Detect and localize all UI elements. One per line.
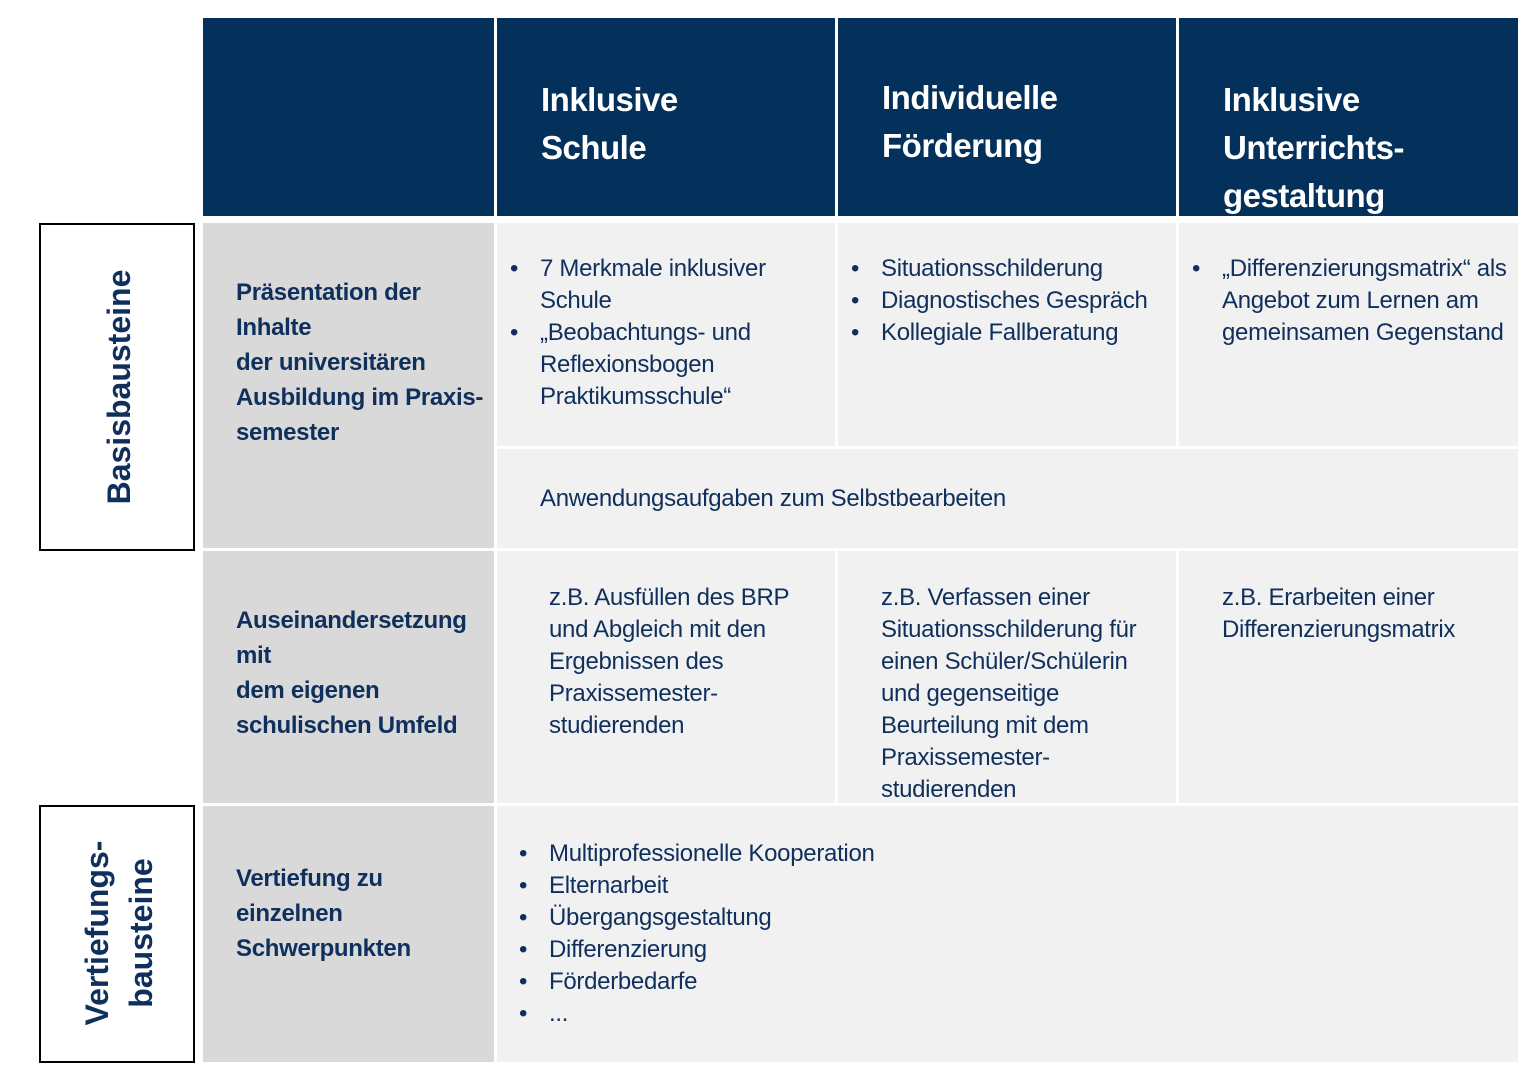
header-line: Individuelle bbox=[882, 79, 1058, 116]
header-empty-cell bbox=[203, 18, 494, 216]
row-label-auseinandersetzung bbox=[203, 551, 494, 803]
list-item: • ... bbox=[519, 998, 1119, 1030]
anwendungsaufgaben-text: Anwendungsaufgaben zum Selbstbearbeiten bbox=[540, 485, 1006, 512]
cell-auseinandersetzung-foerderung bbox=[838, 551, 1176, 803]
vertiefungsbausteine-box bbox=[39, 805, 195, 1063]
list-item: • Situationsschilderung bbox=[851, 253, 1161, 285]
cell-text: z.B. Verfassen einer Situationsschilderung für einen Schüler/Schülerin und gegenseitige Beurteilung mit dem Praxissemester-studierenden bbox=[881, 584, 1137, 803]
cell-text: z.B. Ausfüllen des BRP und Abgleich mit den Ergebnissen des Praxissemester-studierenden bbox=[549, 584, 789, 739]
basisbausteine-label: Basisbausteine bbox=[101, 269, 137, 505]
cell-praesentation-foerderung bbox=[838, 223, 1176, 446]
header-line: Unterrichts- bbox=[1223, 129, 1405, 166]
cell-text: z.B. Erarbeiten einer Differenzierungsmatrix bbox=[1222, 584, 1456, 643]
vertiefungsbausteine-line: bausteine bbox=[123, 858, 159, 1008]
list-item: • Multiprofessionelle Kooperation bbox=[519, 838, 1119, 870]
row-label-line: Ausbildung im Praxis- bbox=[236, 384, 484, 411]
list-item: • Elternarbeit bbox=[519, 870, 1119, 902]
row-label-line: dem eigenen bbox=[236, 677, 380, 704]
cell-auseinandersetzung-schule bbox=[497, 551, 835, 803]
header-inklusive-unterrichtsgestaltung bbox=[1179, 18, 1518, 216]
row-label-line: semester bbox=[236, 419, 340, 446]
header-individuelle-foerderung bbox=[838, 18, 1176, 216]
cell-anwendungsaufgaben bbox=[497, 449, 1518, 548]
list-item: • 7 Merkmale inklusiver Schule bbox=[510, 253, 800, 317]
list-item: • „Beobachtungs- und Reflexionsbogen Praktikumsschule“ bbox=[510, 317, 800, 413]
list-item: • Kollegiale Fallberatung bbox=[851, 317, 1161, 349]
header-line: Schule bbox=[541, 129, 647, 166]
cell-auseinandersetzung-unterricht bbox=[1179, 551, 1518, 803]
list-item: • Differenzierung bbox=[519, 934, 1119, 966]
header-line: Inklusive bbox=[541, 81, 678, 118]
cell-vertiefung-themen bbox=[497, 806, 1518, 1062]
header-line: Förderung bbox=[882, 127, 1043, 164]
row-label-praesentation bbox=[203, 223, 494, 548]
vertiefungsbausteine-line: Vertiefungs- bbox=[79, 840, 115, 1026]
list-item: • „Differenzierungsmatrix“ als Angebot zum Lernen am gemeinsamen Gegenstand bbox=[1192, 253, 1510, 349]
header-line: Inklusive bbox=[1223, 81, 1360, 118]
vertiefungsbausteine-label bbox=[75, 783, 163, 1083]
cell-praesentation-unterricht bbox=[1179, 223, 1518, 446]
row-label-line: Auseinandersetzung mit bbox=[236, 607, 467, 669]
list-item: • Übergangsgestaltung bbox=[519, 902, 1119, 934]
list-item: • Förderbedarfe bbox=[519, 966, 1119, 998]
basisbausteine-box bbox=[39, 223, 195, 551]
row-label-line: Schwerpunkten bbox=[236, 935, 411, 962]
header-inklusive-schule bbox=[497, 18, 835, 216]
cell-praesentation-schule bbox=[497, 223, 835, 446]
row-label-line: Präsentation der Inhalte bbox=[236, 279, 421, 341]
row-label-line: Vertiefung zu einzelnen bbox=[236, 865, 383, 927]
row-label-line: schulischen Umfeld bbox=[236, 712, 458, 739]
header-line: gestaltung bbox=[1223, 177, 1385, 214]
row-label-line: der universitären bbox=[236, 349, 426, 376]
row-label-vertiefung bbox=[203, 806, 494, 1062]
list-item: • Diagnostisches Gespräch bbox=[851, 285, 1161, 317]
